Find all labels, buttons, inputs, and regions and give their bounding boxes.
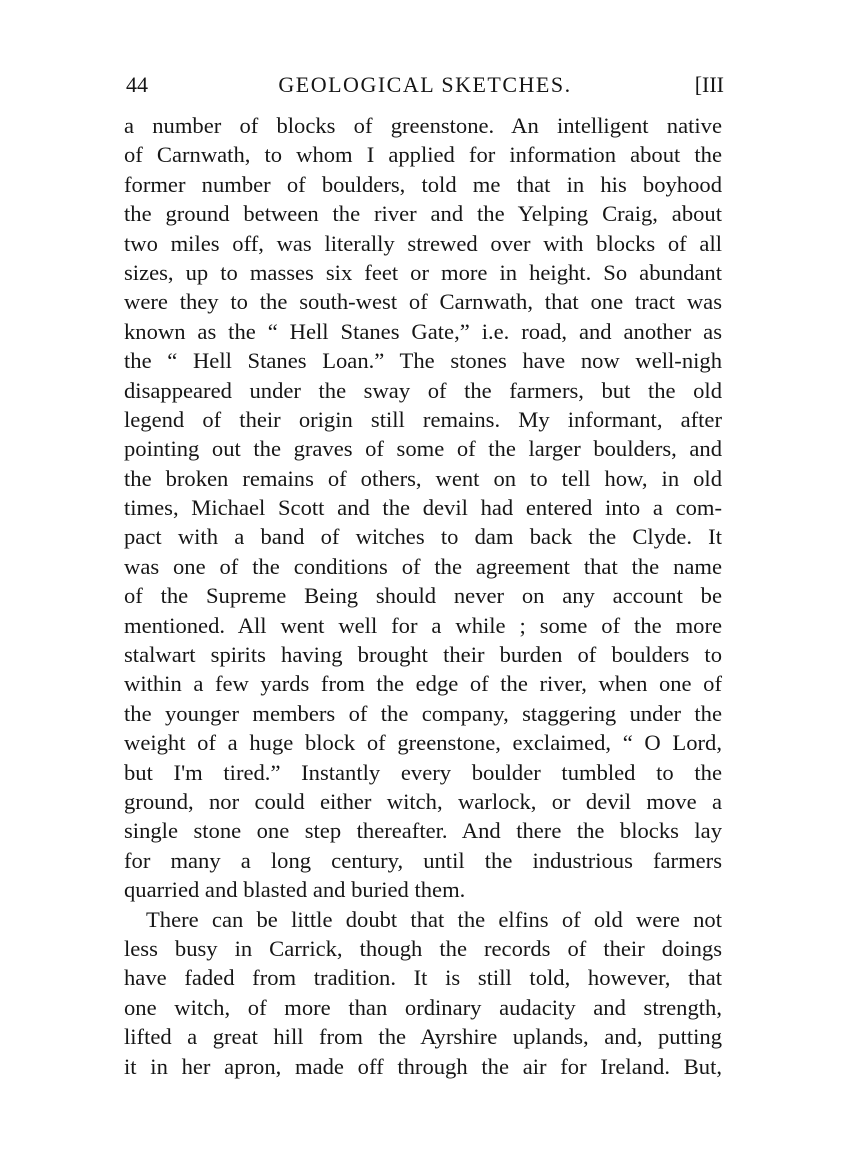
- text-line: the younger members of the company, staggering under the: [124, 700, 722, 726]
- text-line: one witch, of more than ordinary audacity and strength,: [124, 994, 722, 1020]
- text-line: the broken remains of others, went on to tell how, in old: [124, 465, 722, 491]
- text-line: were they to the south-west of Carnwath, that one tract was: [124, 289, 722, 315]
- section-mark: [III: [694, 72, 724, 97]
- text-line: it in her apron, made off through the air for Ireland. But,: [124, 1053, 722, 1079]
- text-line: legend of their origin still remains. My informant, after: [124, 406, 722, 432]
- text-line: of the Supreme Being should never on any account be: [124, 583, 722, 609]
- text-line: mentioned. All went well for a while ; some of the more: [124, 612, 722, 638]
- text-line: less busy in Carrick, though the records of their doings: [124, 935, 722, 961]
- text-line: single stone one step thereafter. And there the blocks lay: [124, 818, 722, 844]
- text-line: pointing out the graves of some of the larger boulders, and: [124, 436, 722, 462]
- paragraph-start-line: There can be little doubt that the elfins of old were not: [146, 906, 722, 932]
- page-number: 44: [126, 72, 148, 97]
- text-line: times, Michael Scott and the devil had entered into a com-: [124, 495, 722, 521]
- text-line: lifted a great hill from the Ayrshire uplands, and, putting: [124, 1024, 722, 1050]
- text-line: but I'm tired.” Instantly every boulder tumbled to the: [124, 759, 722, 785]
- text-line: ground, nor could either witch, warlock, or devil move a: [124, 788, 722, 814]
- text-line: former number of boulders, told me that in his boyhood: [124, 171, 722, 197]
- text-line: of Carnwath, to whom I applied for information about the: [124, 142, 722, 168]
- text-line: known as the “ Hell Stanes Gate,” i.e. road, and another as: [124, 318, 722, 344]
- text-line: stalwart spirits having brought their burden of boulders to: [124, 642, 722, 668]
- running-title: GEOLOGICAL SKETCHES.: [278, 72, 572, 97]
- text-line: pact with a band of witches to dam back the Clyde. It: [124, 524, 722, 550]
- text-line: within a few yards from the edge of the river, when one of: [124, 671, 722, 697]
- text-line: the ground between the river and the Yelping Craig, about: [124, 201, 722, 227]
- text-line: sizes, up to masses six feet or more in height. So abundant: [124, 259, 722, 285]
- paragraph-end-line: quarried and blasted and buried them.: [124, 877, 466, 903]
- text-line: was one of the conditions of the agreement that the name: [124, 553, 722, 579]
- text-line: two miles off, was literally strewed over with blocks of all: [124, 230, 722, 256]
- body-text: [124, 111, 722, 1081]
- text-line: a number of blocks of greenstone. An intelligent native: [124, 113, 722, 138]
- text-line: weight of a huge block of greenstone, exclaimed, “ O Lord,: [124, 730, 722, 756]
- text-line: disappeared under the sway of the farmers, but the old: [124, 377, 722, 403]
- text-line: the “ Hell Stanes Loan.” The stones have now well-nigh: [124, 348, 722, 374]
- text-line: for many a long century, until the industrious farmers: [124, 847, 722, 873]
- running-header: [126, 68, 724, 102]
- text-line: have faded from tradition. It is still told, however, that: [124, 965, 722, 991]
